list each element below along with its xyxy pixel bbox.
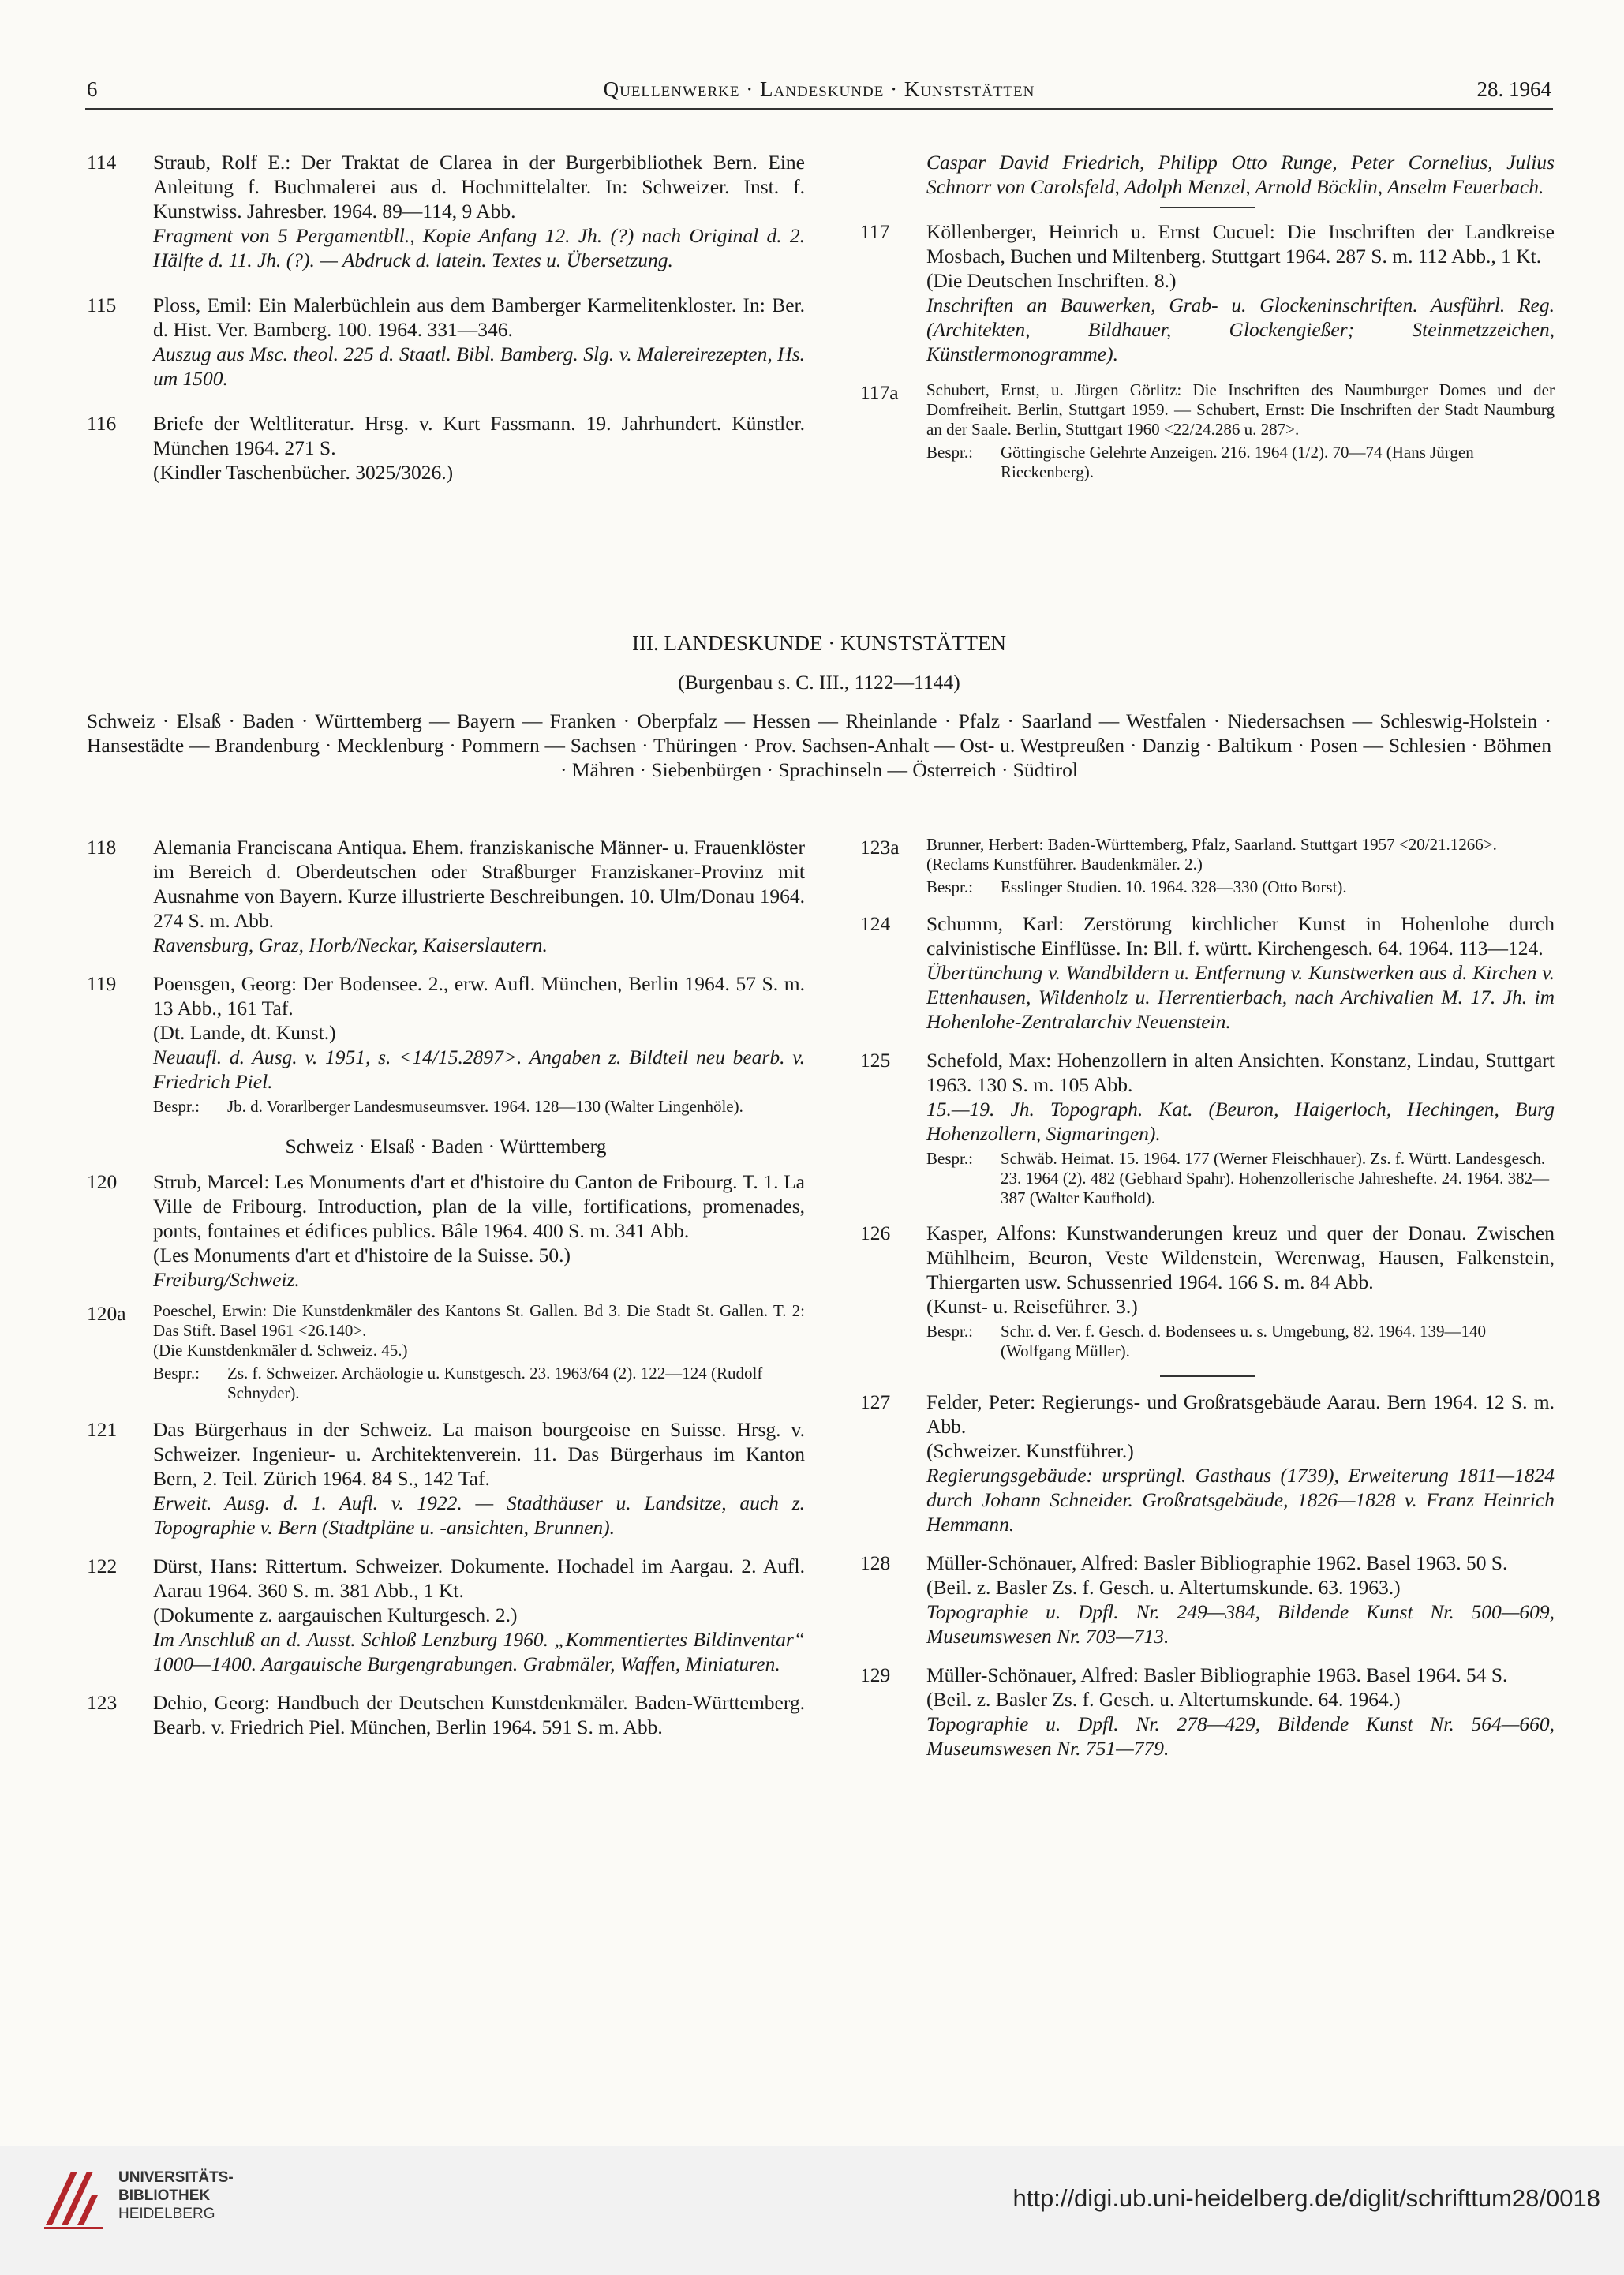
entry-number: 123 [87, 1691, 118, 1714]
entry-note: Neuaufl. d. Ausg. v. 1951, s. <14/15.2897>. Angaben z. Bildteil neu bearb. v. Friedrich Piel. [153, 1046, 805, 1093]
entry-number: 120a [87, 1302, 126, 1325]
entry-series: (Les Monuments d'art et d'histoire de la Suisse. 50.) [153, 1244, 571, 1267]
entry-series: (Die Kunstdenkmäler d. Schweiz. 45.) [153, 1341, 408, 1360]
entry-number: 127 [860, 1390, 891, 1413]
entry-note: Topographie u. Dpfl. Nr. 249—384, Bildende Kunst Nr. 500—609, Museumswesen Nr. 703—713. [926, 1600, 1555, 1648]
entry-number: 129 [860, 1663, 891, 1686]
review-line [926, 1149, 1555, 1208]
entry-text: Schumm, Karl: Zerstörung kirchlicher Kunst in Hohenlohe durch calvinistische Einflüsse. In: Bll. f. württ. Kirchengesch. 64. 1964. 113—124. [926, 912, 1555, 960]
review-label: Bespr.: [926, 443, 973, 462]
section-crossref: (Burgenbau s. C. III., 1122—1144) [678, 671, 960, 694]
review-line [926, 877, 1555, 897]
entry-note: Auszug aus Msc. theol. 225 d. Staatl. Bibl. Bamberg. Slg. v. Malereirezepten, Hs. um 1500. [153, 342, 805, 390]
entry-text: Briefe der Weltliteratur. Hrsg. v. Kurt Fassmann. 19. Jahrhundert. Künstler. München 1964. 271 S. [153, 412, 805, 459]
entry-text: Alemania Franciscana Antiqua. Ehem. franziskanische Männer- u. Frauenklöster im Bereich d. Oberdeutschen oder Straßburger Franziskaner-Provinz mit Ausnahme von Bayern. Kurze illustrierte Beschreibungen. 10. Ulm/Donau 1964. 274 S. m. Abb. [153, 836, 805, 932]
entry-text: Das Bürgerhaus in der Schweiz. La maison bourgeoise en Suisse. Hrsg. v. Schweizer. Ingenieur- u. Architektenverein. 11. Das Bürgerhaus im Kanton Bern, 2. Teil. Zürich 1964. 84 S., 142 Taf. [153, 1418, 805, 1490]
entry-text: Müller-Schönauer, Alfred: Basler Bibliographie 1963. Basel 1964. 54 S. [926, 1663, 1508, 1686]
section-title: III. LANDESKUNDE · KUNSTSTÄTTEN [632, 631, 1006, 655]
entry-note: Freiburg/Schweiz. [153, 1268, 300, 1291]
entry-128 [860, 1551, 1555, 1648]
entry-series: (Beil. z. Basler Zs. f. Gesch. u. Altertumskunde. 64. 1964.) [926, 1688, 1401, 1711]
library-name-line-2: BIBLIOTHEK [118, 2187, 211, 2204]
entry-series: (Kindler Taschenbücher. 3025/3026.) [153, 461, 454, 484]
entry-number: 126 [860, 1222, 891, 1244]
running-title: Quellenwerke · Landeskunde · Kunststätten [603, 77, 1035, 101]
review-text: Schwäb. Heimat. 15. 1964. 177 (Werner Fleischhauer). Zs. f. Württ. Landesgesch. 23. 1964 (2). 482 (Gebhard Spahr). Hohenzollerische Jahreshefte. 24. 1964. 382—387 (Walter Kaufhold). [1001, 1149, 1550, 1207]
bottom-right-column [860, 835, 1555, 1761]
review-label: Bespr.: [153, 1364, 200, 1383]
entry-123a [860, 835, 1555, 897]
entry-115 [87, 293, 805, 391]
entry-series: (Kunst- u. Reiseführer. 3.) [926, 1295, 1138, 1318]
entry-series: (Schweizer. Kunstführer.) [926, 1439, 1134, 1462]
review-text: Esslinger Studien. 10. 1964. 328—330 (Otto Borst). [1001, 877, 1347, 896]
entry-127 [860, 1390, 1555, 1536]
entry-series: (Beil. z. Basler Zs. f. Gesch. u. Altertumskunde. 63. 1963.) [926, 1576, 1401, 1599]
entry-note: 15.—19. Jh. Topograph. Kat. (Beuron, Haigerloch, Hechingen, Burg Hohenzollern, Sigmaringen). [926, 1098, 1555, 1145]
volume-year: 28. 1964 [1476, 77, 1551, 101]
entry-text: Köllenberger, Heinrich u. Ernst Cucuel: Die Inschriften der Landkreise Mosbach, Buchen und Miltenberg. Stuttgart 1964. 287 S. m. 112 Abb., 1 Kt. [926, 220, 1555, 268]
entry-number: 124 [860, 912, 891, 935]
review-line [153, 1364, 805, 1403]
subsection-heading: Schweiz · Elsaß · Baden · Württemberg [285, 1135, 607, 1158]
entry-number: 116 [87, 412, 117, 435]
section-regions: Schweiz · Elsaß · Baden · Württemberg — Bayern — Franken · Oberpfalz — Hessen — Rheinlande · Pfalz · Saarland — Westfalen · Niedersachsen — Schleswig-Holstein · Hansestädte — Brandenburg · Mecklenburg · Pommern — Sachsen · Thüringen · Prov. Sachsen-Anhalt — Ost- u. Westpreußen · Danzig · Baltikum · Posen — Schlesien · Böhmen · Mähren · Siebenbürgen · Sprachinseln — Österreich · Südtirol [87, 709, 1551, 781]
page-number: 6 [87, 77, 98, 101]
entry-series: (Dokumente z. aargauischen Kulturgesch. 2.) [153, 1603, 518, 1626]
entry-number: 118 [87, 836, 117, 859]
header-rule [85, 108, 1553, 110]
entry-123 [87, 1690, 805, 1739]
permalink-url[interactable]: http://digi.ub.uni-heidelberg.de/diglit/schrifttum28/0018 [1012, 2184, 1600, 2212]
entry-117 [860, 219, 1555, 366]
entry-126 [860, 1221, 1555, 1361]
entry-note: Topographie u. Dpfl. Nr. 278—429, Bildende Kunst Nr. 564—660, Museumswesen Nr. 751—779. [926, 1712, 1555, 1760]
top-right-column [860, 150, 1555, 482]
entry-121 [87, 1417, 805, 1540]
entry-text: Straub, Rolf E.: Der Traktat de Clarea in der Burgerbibliothek Bern. Eine Anleitung f. Buchmalerei aus d. Hochmittelalter. In: Schweizer. Inst. f. Kunstwiss. Jahresber. 1964. 89—114, 9 Abb. [153, 151, 805, 223]
separator-rule [1160, 1375, 1255, 1377]
entry-number: 115 [87, 294, 117, 316]
entry-text: Kasper, Alfons: Kunstwanderungen kreuz und quer der Donau. Zwischen Mühlheim, Beuron, Veste Wildenstein, Werenwag, Hausen, Falkenstein, Thiergarten usw. Schussenried 1964. 166 S. m. 84 Abb. [926, 1222, 1555, 1293]
library-name [118, 2168, 234, 2223]
entry-number: 123a [860, 836, 900, 859]
entry-number: 120 [87, 1170, 118, 1193]
entry-note: Regierungsgebäude: ursprüngl. Gasthaus (1739), Erweiterung 1811—1824 durch Johann Schneider. Großratsgebäude, 1826—1828 v. Franz Heinrich Hemmann. [926, 1464, 1555, 1536]
entry-120 [87, 1169, 805, 1292]
entry-series: (Reclams Kunstführer. Baudenkmäler. 2.) [926, 855, 1203, 874]
review-line [926, 443, 1555, 482]
entry-number: 117 [860, 220, 890, 243]
entry-text: Müller-Schönauer, Alfred: Basler Bibliographie 1962. Basel 1963. 50 S. [926, 1551, 1508, 1574]
entry-note: Caspar David Friedrich, Philipp Otto Runge, Peter Cornelius, Julius Schnorr von Carolsfeld, Adolph Menzel, Arnold Böcklin, Anselm Feuerbach. [926, 151, 1555, 198]
entry-118 [87, 835, 805, 957]
entry-number: 121 [87, 1418, 118, 1441]
entry-number: 125 [860, 1049, 891, 1072]
library-name-line-1: UNIVERSITÄTS- [118, 2169, 234, 2186]
entry-number: 119 [87, 972, 117, 995]
entry-note: Ravensburg, Graz, Horb/Neckar, Kaiserslautern. [153, 934, 548, 956]
entry-number: 117a [860, 381, 899, 404]
entry-series: (Die Deutschen Inschriften. 8.) [926, 269, 1177, 292]
entry-text: Strub, Marcel: Les Monuments d'art et d'histoire du Canton de Fribourg. T. 1. La Ville de Fribourg. Introduction, plan de la ville, fortifications, promenades, ponts, fontaines et édifices publics. Bâle 1964. 400 S. m. 341 Abb. [153, 1170, 805, 1242]
entry-120a [87, 1301, 805, 1403]
entry-note: Erweit. Ausg. d. 1. Aufl. v. 1922. — Stadthäuser u. Landsitze, auch z. Topographie v. Bern (Stadtpläne u. -ansichten, Brunnen). [153, 1491, 805, 1539]
entry-124 [860, 911, 1555, 1034]
entry-114 [87, 150, 805, 272]
separator-rule [1160, 207, 1255, 208]
review-label: Bespr.: [926, 877, 973, 896]
entry-text: Dehio, Georg: Handbuch der Deutschen Kunstdenkmäler. Baden-Württemberg. Bearb. v. Friedrich Piel. München, Berlin 1964. 591 S. m. Abb. [153, 1691, 805, 1738]
entry-text: Poeschel, Erwin: Die Kunstdenkmäler des Kantons St. Gallen. Bd 3. Die Stadt St. Gallen. T. 2: Das Stift. Basel 1961 <26.140>. [153, 1301, 805, 1340]
entry-text: Schefold, Max: Hohenzollern in alten Ansichten. Konstanz, Lindau, Stuttgart 1963. 130 S. m. 105 Abb. [926, 1049, 1555, 1096]
entry-122 [87, 1554, 805, 1676]
entry-text: Poensgen, Georg: Der Bodensee. 2., erw. Aufl. München, Berlin 1964. 57 S. m. 13 Abb., 161 Taf. [153, 972, 805, 1020]
entry-text: Brunner, Herbert: Baden-Württemberg, Pfalz, Saarland. Stuttgart 1957 <20/21.1266>. [926, 835, 1497, 854]
review-text: Schr. d. Ver. f. Gesch. d. Bodensees u. s. Umgebung, 82. 1964. 139—140 (Wolfgang Müller). [1001, 1322, 1486, 1360]
section-heading [87, 631, 1551, 782]
entry-129 [860, 1663, 1555, 1761]
entry-text: Dürst, Hans: Rittertum. Schweizer. Dokumente. Hochadel im Aargau. 2. Aufl. Aarau 1964. 360 S. m. 381 Abb., 1 Kt. [153, 1555, 805, 1602]
review-text: Jb. d. Vorarlberger Landesmuseumsver. 1964. 128—130 (Walter Lingenhöle). [227, 1097, 743, 1116]
entry-note: Inschriften an Bauwerken, Grab- u. Glockeninschriften. Ausführl. Reg. (Architekten, Bildhauer, Glockengießer; Steinmetzzeichen, Künstlermonogramme). [926, 294, 1555, 365]
review-label: Bespr.: [153, 1097, 200, 1116]
review-label: Bespr.: [926, 1322, 973, 1341]
review-line [153, 1097, 805, 1117]
review-line [926, 1322, 1555, 1361]
entry-116 [87, 411, 805, 485]
entry-note: Übertünchung v. Wandbildern u. Entfernung v. Kunstwerken aus d. Kirchen v. Ettenhausen, Wildenholz u. Herrentierbach, nach Archivalien M. 17. Jh. im Hohenlohe-Zentralarchiv Neuenstein. [926, 961, 1555, 1033]
library-name-line-3: HEIDELBERG [118, 2206, 215, 2222]
review-text: Göttingische Gelehrte Anzeigen. 216. 1964 (1/2). 70—74 (Hans Jürgen Rieckenberg). [1001, 443, 1474, 481]
entry-text: Ploss, Emil: Ein Malerbüchlein aus dem Bamberger Karmelitenkloster. In: Ber. d. Hist. Ver. Bamberg. 100. 1964. 331—346. [153, 294, 805, 341]
bottom-left-column [87, 835, 805, 1739]
entry-125 [860, 1048, 1555, 1208]
digitization-footer [0, 2146, 1624, 2275]
entry-116-continued [860, 150, 1555, 199]
entry-note: Fragment von 5 Pergamentbll., Kopie Anfang 12. Jh. (?) nach Original d. 2. Hälfte d. 11. Jh. (?). — Abdruck d. latein. Textes u. Übersetzung. [153, 224, 805, 271]
entry-note: Im Anschluß an d. Ausst. Schloß Lenzburg 1960. „Kommentiertes Bildinventar“ 1000—1400. Aargauische Burgengrabungen. Grabmäler, Waffen, Miniaturen. [153, 1628, 805, 1675]
entry-119 [87, 971, 805, 1117]
review-text: Zs. f. Schweizer. Archäologie u. Kunstgesch. 23. 1963/64 (2). 122—124 (Rudolf Schnyder). [227, 1364, 763, 1402]
review-label: Bespr.: [926, 1149, 973, 1168]
entry-series: (Dt. Lande, dt. Kunst.) [153, 1021, 336, 1044]
library-logo-icon [39, 2164, 107, 2232]
running-header [87, 77, 1551, 109]
entry-text: Schubert, Ernst, u. Jürgen Görlitz: Die Inschriften des Naumburger Domes und der Domfreiheit. Berlin, Stuttgart 1959. — Schubert, Ernst: Die Inschriften der Stadt Naumburg an der Saale. Berlin, Stuttgart 1960 <22/24.286 u. 287>. [926, 380, 1555, 439]
entry-117a [860, 380, 1555, 482]
entry-number: 114 [87, 151, 117, 174]
entry-number: 128 [860, 1551, 891, 1574]
entry-text: Felder, Peter: Regierungs- und Großratsgebäude Aarau. Bern 1964. 12 S. m. Abb. [926, 1390, 1555, 1438]
entry-number: 122 [87, 1555, 118, 1577]
top-left-column [87, 150, 805, 485]
